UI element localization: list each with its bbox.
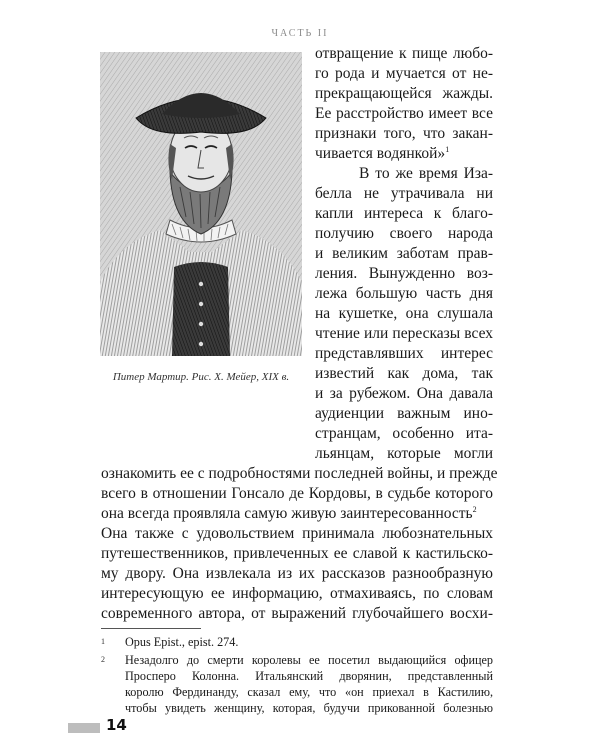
footnote-line: королю Фердинанду, сказал ему, что «он приехал в Кастилию, bbox=[125, 685, 493, 699]
page-number: 14 bbox=[106, 716, 127, 734]
text-line: получию своего народа bbox=[315, 225, 493, 242]
portrait-illustration bbox=[100, 52, 302, 356]
figure-caption: Питер Мартир. Рис. Х. Мейер, XIX в. bbox=[112, 371, 290, 383]
text-line: путешественников, привлеченных ее славой к кастильско- bbox=[101, 545, 493, 562]
text-line: ознакомить ее с подробностями последней войны, и прежде bbox=[101, 465, 498, 482]
text-line: льянцам, которые могли bbox=[315, 445, 493, 462]
text-line: признаки того, что закан- bbox=[315, 125, 493, 142]
footnote-rule bbox=[101, 628, 201, 629]
text-line: странцам, особенно ита- bbox=[315, 425, 493, 442]
text-line: му двору. Она извлекала из их рассказов разнообразную bbox=[101, 565, 493, 582]
text-line: всего в отношении Гонсало де Кордовы, в судьбе которого bbox=[101, 485, 493, 502]
footnote-ref: 1 bbox=[445, 145, 450, 154]
footnote-line: Незадолго до смерти королевы ее посетил выдающийся офицер bbox=[125, 653, 493, 667]
text-line bbox=[101, 504, 493, 524]
text-line: чтение или пересказы всех bbox=[315, 325, 493, 342]
text-line: капли интереса к благо- bbox=[315, 205, 493, 222]
footnote-line: Opus Epist., epist. 274. bbox=[125, 635, 239, 649]
running-head: ЧАСТЬ II bbox=[271, 28, 329, 39]
text-line: и великим заботам прав- bbox=[315, 245, 493, 262]
text-line: аудиенции важным ино- bbox=[315, 405, 493, 422]
footnote-ref: 2 bbox=[472, 505, 477, 514]
text-line: лежа большую часть дня bbox=[315, 285, 493, 302]
footnote-mark: 1 bbox=[101, 637, 105, 646]
text-line: Она также с удовольствием принимала любознательных bbox=[101, 525, 493, 542]
text-line: представлявших интерес bbox=[315, 345, 493, 362]
text-line: го рода и мучается от не- bbox=[315, 65, 493, 82]
text-line: известий как дома, так bbox=[315, 365, 493, 382]
text-line: и за рубежом. Она давала bbox=[315, 385, 493, 402]
text-line: отвращение к пище любо- bbox=[315, 45, 493, 62]
text-line: прекращающейся жажды. bbox=[315, 85, 493, 102]
text-line: современного автора, от выражений глубочайшего восхи- bbox=[101, 605, 493, 622]
page-number-bar bbox=[68, 723, 100, 733]
footnote-mark: 2 bbox=[101, 655, 105, 664]
text-segment: она всегда проявляла самую живую заинтересованность bbox=[101, 505, 473, 522]
text-line: интересующую ее информацию, отмахиваясь, по словам bbox=[101, 585, 493, 602]
text-line: на кушетке, она слушала bbox=[315, 305, 493, 322]
text-line: ления. Вынужденно воз- bbox=[315, 265, 493, 282]
footnote-line: чтобы увидеть женщину, которая, будучи прикованной болезнью bbox=[125, 701, 493, 715]
text-line bbox=[315, 144, 493, 164]
text-line: белла не утрачивала ни bbox=[315, 185, 493, 202]
text-segment: чивается водянкой» bbox=[315, 145, 446, 162]
text-line: В то же время Иза- bbox=[359, 165, 493, 182]
footnote-line: Просперо Колонна. Итальянский дворянин, представленный bbox=[125, 669, 493, 683]
text-line: Ее расстройство имеет все bbox=[315, 105, 493, 122]
